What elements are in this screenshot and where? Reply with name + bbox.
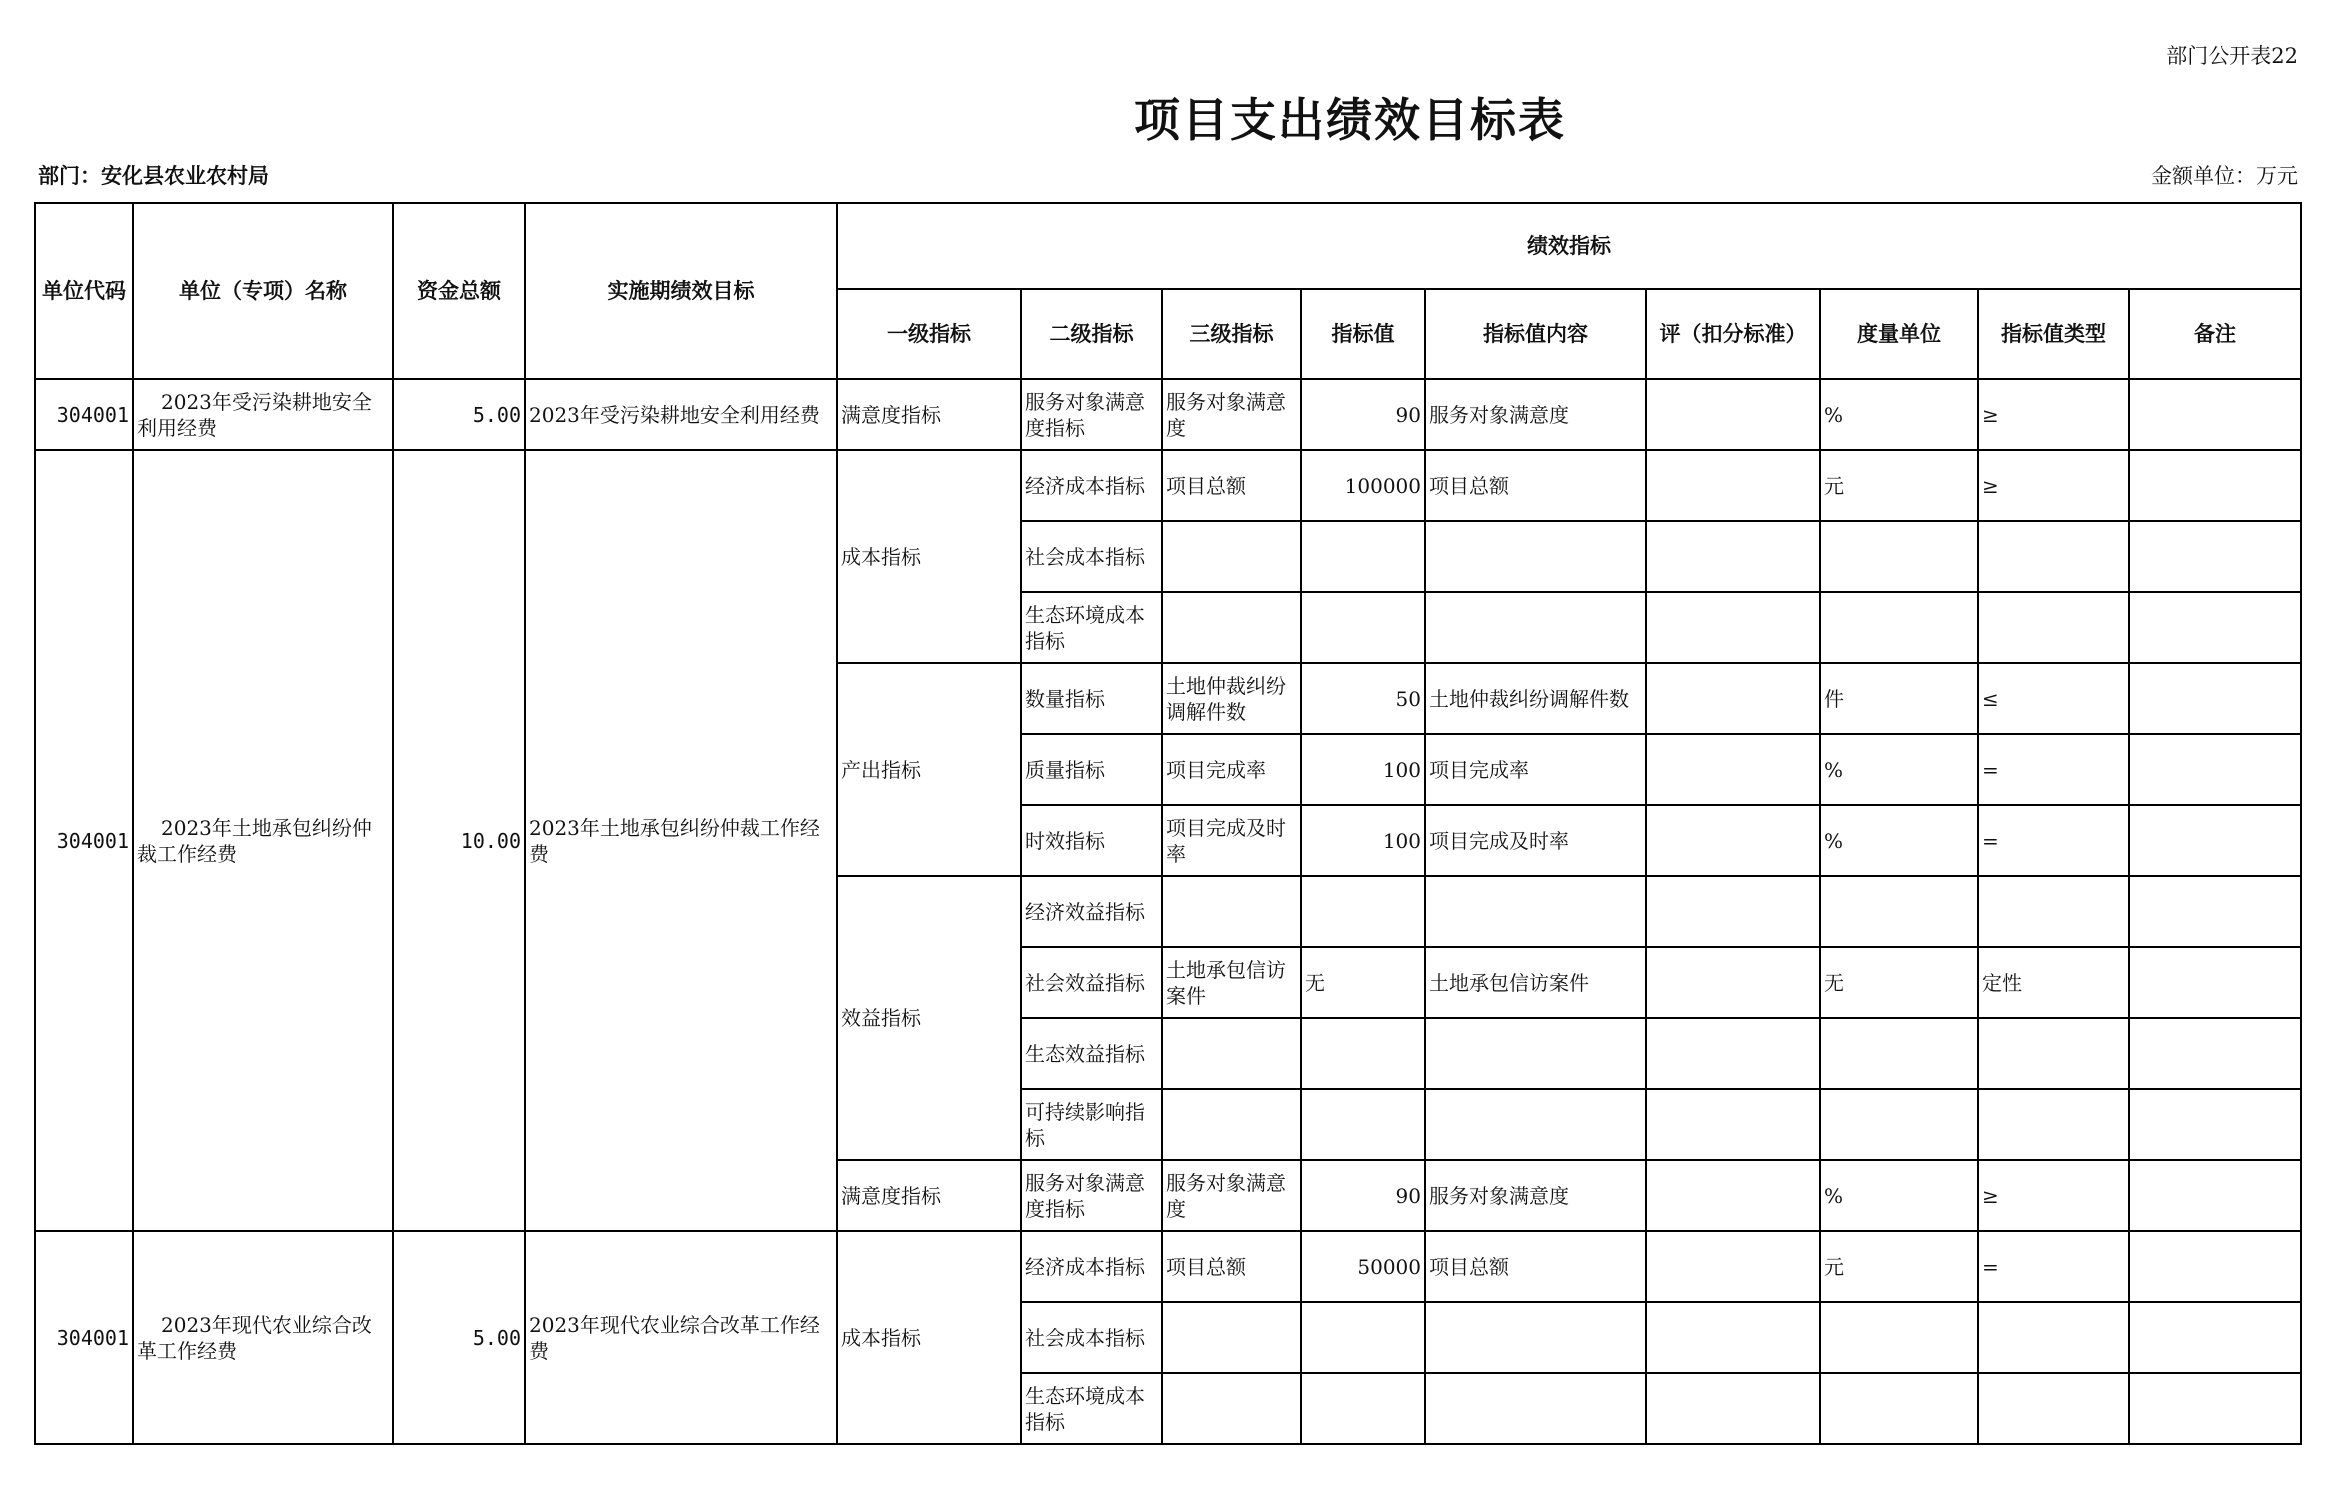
scoring-cell (1646, 1160, 1820, 1231)
level3-cell (1162, 1018, 1301, 1089)
remark-cell (2129, 1302, 2301, 1373)
value-type-cell (1978, 521, 2129, 592)
measure-unit-cell (1820, 1089, 1978, 1160)
remark-cell (2129, 663, 2301, 734)
level2-cell: 经济成本指标 (1021, 450, 1162, 521)
amount-cell: 5.00 (393, 379, 525, 450)
measure-unit-cell (1820, 521, 1978, 592)
content-cell: 服务对象满意度 (1425, 1160, 1646, 1231)
content-cell (1425, 521, 1646, 592)
col-value-type: 指标值类型 (1978, 289, 2129, 379)
measure-unit-cell: 无 (1820, 947, 1978, 1018)
level2-cell: 生态环境成本指标 (1021, 1373, 1162, 1444)
department-label: 部门：安化县农业农村局 (38, 163, 269, 188)
amount-cell: 10.00 (393, 450, 525, 1231)
table-row (35, 450, 2301, 521)
value-type-cell: ≥ (1978, 1160, 2129, 1231)
value-type-cell (1978, 1089, 2129, 1160)
col-unit-code: 单位代码 (35, 203, 133, 379)
level2-cell: 经济效益指标 (1021, 876, 1162, 947)
level3-cell (1162, 1302, 1301, 1373)
measure-unit-cell: % (1820, 734, 1978, 805)
scoring-cell (1646, 450, 1820, 521)
level1-cell: 效益指标 (837, 876, 1021, 1160)
remark-cell (2129, 947, 2301, 1018)
measure-unit-cell: % (1820, 1160, 1978, 1231)
col-scoring: 评（扣分标准） (1646, 289, 1820, 379)
measure-unit-cell: 元 (1820, 450, 1978, 521)
remark-cell (2129, 805, 2301, 876)
level1-cell: 成本指标 (837, 1231, 1021, 1444)
value-type-cell (1978, 592, 2129, 663)
level2-cell: 质量指标 (1021, 734, 1162, 805)
value-cell (1301, 592, 1425, 663)
col-level2: 二级指标 (1021, 289, 1162, 379)
level3-cell (1162, 1373, 1301, 1444)
level2-cell: 时效指标 (1021, 805, 1162, 876)
measure-unit-cell (1820, 592, 1978, 663)
col-unit-name: 单位（专项）名称 (133, 203, 393, 379)
table-row (35, 1231, 2301, 1302)
value-type-cell: 定性 (1978, 947, 2129, 1018)
scoring-cell (1646, 805, 1820, 876)
level1-cell: 满意度指标 (837, 379, 1021, 450)
amount-cell: 5.00 (393, 1231, 525, 1444)
level2-cell: 社会成本指标 (1021, 1302, 1162, 1373)
col-level1: 一级指标 (837, 289, 1021, 379)
remark-cell (2129, 876, 2301, 947)
value-type-cell (1978, 1373, 2129, 1444)
value-type-cell: = (1978, 805, 2129, 876)
level2-cell: 数量指标 (1021, 663, 1162, 734)
value-type-cell (1978, 876, 2129, 947)
content-cell: 项目总额 (1425, 1231, 1646, 1302)
content-cell (1425, 1373, 1646, 1444)
value-cell: 90 (1301, 379, 1425, 450)
remark-cell (2129, 592, 2301, 663)
scoring-cell (1646, 1018, 1820, 1089)
value-cell: 100000 (1301, 450, 1425, 521)
col-level3: 三级指标 (1162, 289, 1301, 379)
value-cell (1301, 1089, 1425, 1160)
measure-unit-cell (1820, 1373, 1978, 1444)
level2-cell: 生态效益指标 (1021, 1018, 1162, 1089)
level3-cell (1162, 1089, 1301, 1160)
scoring-cell (1646, 1302, 1820, 1373)
value-cell: 100 (1301, 734, 1425, 805)
content-cell: 项目完成率 (1425, 734, 1646, 805)
value-cell: 50000 (1301, 1231, 1425, 1302)
unit-code-cell: 304001 (35, 379, 133, 450)
level3-cell: 土地承包信访案件 (1162, 947, 1301, 1018)
scoring-cell (1646, 663, 1820, 734)
measure-unit-cell: % (1820, 805, 1978, 876)
project-name-cell: 2023年受污染耕地安全利用经费 (133, 379, 393, 450)
level2-cell: 可持续影响指标 (1021, 1089, 1162, 1160)
level2-cell: 服务对象满意度指标 (1021, 379, 1162, 450)
measure-unit-cell: 件 (1820, 663, 1978, 734)
value-cell (1301, 1373, 1425, 1444)
unit-code-cell: 304001 (35, 450, 133, 1231)
level2-cell: 社会效益指标 (1021, 947, 1162, 1018)
value-type-cell: ≥ (1978, 379, 2129, 450)
level3-cell: 土地仲裁纠纷调解件数 (1162, 663, 1301, 734)
level2-cell: 服务对象满意度指标 (1021, 1160, 1162, 1231)
remark-cell (2129, 521, 2301, 592)
level1-cell: 满意度指标 (837, 1160, 1021, 1231)
value-type-cell: = (1978, 734, 2129, 805)
header-row-1 (35, 203, 2301, 289)
content-cell (1425, 876, 1646, 947)
remark-cell (2129, 1089, 2301, 1160)
col-measure-unit: 度量单位 (1820, 289, 1978, 379)
remark-cell (2129, 1018, 2301, 1089)
level3-cell: 项目完成及时率 (1162, 805, 1301, 876)
col-remark: 备注 (2129, 289, 2301, 379)
level3-cell (1162, 876, 1301, 947)
content-cell (1425, 1089, 1646, 1160)
table-row (35, 379, 2301, 450)
value-cell: 100 (1301, 805, 1425, 876)
content-cell (1425, 592, 1646, 663)
project-name-cell: 2023年现代农业综合改革工作经费 (133, 1231, 393, 1444)
goal-cell: 2023年土地承包纠纷仲裁工作经费 (525, 450, 837, 1231)
col-goal: 实施期绩效目标 (525, 203, 837, 379)
measure-unit-cell: 元 (1820, 1231, 1978, 1302)
scoring-cell (1646, 379, 1820, 450)
content-cell (1425, 1018, 1646, 1089)
value-cell (1301, 1302, 1425, 1373)
level3-cell: 服务对象满意度 (1162, 379, 1301, 450)
project-name-cell: 2023年土地承包纠纷仲裁工作经费 (133, 450, 393, 1231)
measure-unit-cell (1820, 876, 1978, 947)
value-cell (1301, 521, 1425, 592)
level2-cell: 生态环境成本指标 (1021, 592, 1162, 663)
value-cell: 50 (1301, 663, 1425, 734)
value-cell: 90 (1301, 1160, 1425, 1231)
value-type-cell: ≤ (1978, 663, 2129, 734)
scoring-cell (1646, 521, 1820, 592)
col-value: 指标值 (1301, 289, 1425, 379)
measure-unit-cell (1820, 1018, 1978, 1089)
level3-cell: 项目总额 (1162, 1231, 1301, 1302)
content-cell: 土地仲裁纠纷调解件数 (1425, 663, 1646, 734)
level3-cell (1162, 521, 1301, 592)
unit-code-cell: 304001 (35, 1231, 133, 1444)
measure-unit-cell: % (1820, 379, 1978, 450)
remark-cell (2129, 1160, 2301, 1231)
value-cell: 无 (1301, 947, 1425, 1018)
value-cell (1301, 876, 1425, 947)
goal-cell: 2023年受污染耕地安全利用经费 (525, 379, 837, 450)
form-number: 部门公开表22 (2166, 44, 2298, 68)
remark-cell (2129, 450, 2301, 521)
level1-cell: 产出指标 (837, 663, 1021, 876)
level1-cell: 成本指标 (837, 450, 1021, 663)
level3-cell: 项目总额 (1162, 450, 1301, 521)
measure-unit-cell (1820, 1302, 1978, 1373)
amount-unit-label: 金额单位：万元 (2151, 164, 2298, 188)
value-cell (1301, 1018, 1425, 1089)
value-type-cell (1978, 1302, 2129, 1373)
scoring-cell (1646, 592, 1820, 663)
scoring-cell (1646, 1231, 1820, 1302)
content-cell (1425, 1302, 1646, 1373)
scoring-cell (1646, 1373, 1820, 1444)
scoring-cell (1646, 734, 1820, 805)
scoring-cell (1646, 947, 1820, 1018)
scoring-cell (1646, 1089, 1820, 1160)
page-title: 项目支出绩效目标表 (1134, 93, 1566, 147)
goal-cell: 2023年现代农业综合改革工作经费 (525, 1231, 837, 1444)
scoring-cell (1646, 876, 1820, 947)
level3-cell: 服务对象满意度 (1162, 1160, 1301, 1231)
level3-cell: 项目完成率 (1162, 734, 1301, 805)
remark-cell (2129, 734, 2301, 805)
value-type-cell: = (1978, 1231, 2129, 1302)
level2-cell: 经济成本指标 (1021, 1231, 1162, 1302)
col-content: 指标值内容 (1425, 289, 1646, 379)
content-cell: 服务对象满意度 (1425, 379, 1646, 450)
remark-cell (2129, 1373, 2301, 1444)
value-type-cell: ≥ (1978, 450, 2129, 521)
level3-cell (1162, 592, 1301, 663)
content-cell: 项目完成及时率 (1425, 805, 1646, 876)
value-type-cell (1978, 1018, 2129, 1089)
remark-cell (2129, 379, 2301, 450)
col-total-funds: 资金总额 (393, 203, 525, 379)
content-cell: 项目总额 (1425, 450, 1646, 521)
level2-cell: 社会成本指标 (1021, 521, 1162, 592)
col-indicators: 绩效指标 (837, 203, 2301, 289)
content-cell: 土地承包信访案件 (1425, 947, 1646, 1018)
performance-target-table (34, 202, 2302, 1445)
remark-cell (2129, 1231, 2301, 1302)
